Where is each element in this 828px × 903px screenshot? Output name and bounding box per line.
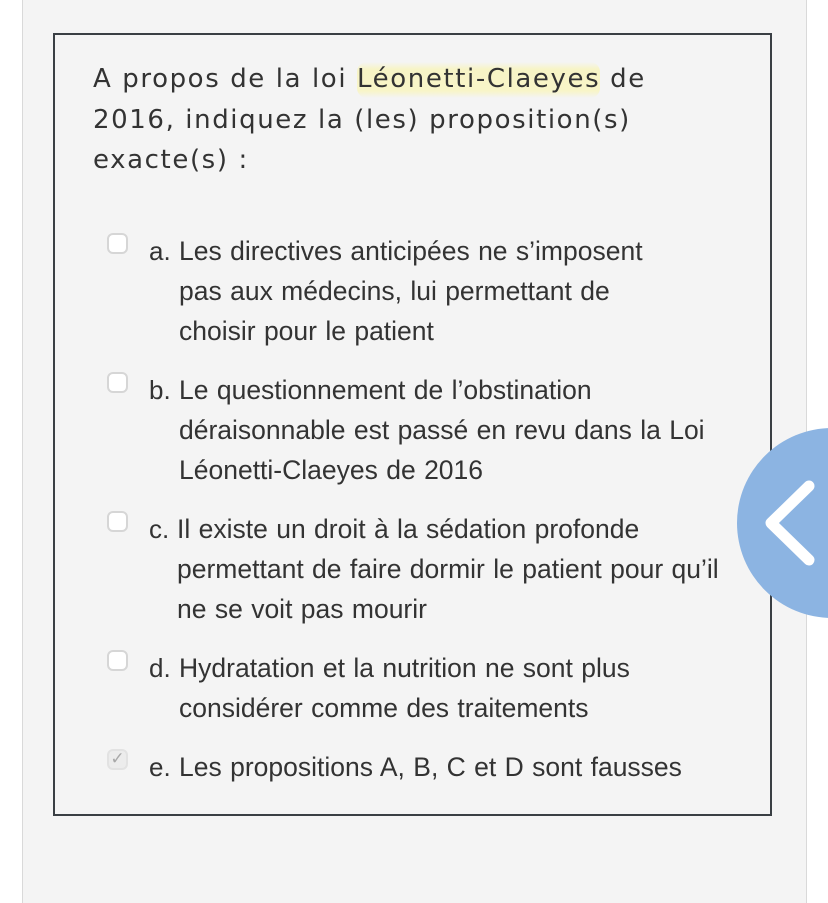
option-c-text: Il existe un droit à la sédation profonde permettant de faire dormir le patient pour qu’il ne se voit pas mourir (177, 514, 719, 624)
highlighted-term: Léonetti-Claeyes (357, 62, 600, 98)
option-b-text: Le questionnement de l’obstination déraisonnable est passé en revu dans la Loi Léonetti-Claeyes de 2016 (179, 375, 705, 485)
option-d-checkbox[interactable] (107, 650, 128, 671)
question-card (53, 33, 772, 816)
option-c[interactable] (107, 509, 767, 629)
option-e-letter: e. (149, 752, 171, 782)
question-prefix: A propos de la loi (93, 64, 358, 94)
option-d-text: Hydratation et la nutrition ne sont plus considérer comme des traitements (179, 653, 630, 723)
option-e[interactable] (107, 747, 767, 787)
option-e-checkbox[interactable] (107, 749, 128, 770)
checkmark-icon: ✓ (110, 749, 125, 769)
option-b-checkbox[interactable] (107, 372, 128, 393)
option-a-letter: a. (149, 236, 171, 266)
option-e-text: Les propositions A, B, C et D sont fausses (179, 752, 682, 782)
option-a[interactable] (107, 231, 767, 351)
option-d[interactable] (107, 648, 767, 728)
option-d-letter: d. (149, 653, 171, 683)
option-a-checkbox[interactable] (107, 233, 128, 254)
question-suffix: de 2016, indiquez la (les) proposition(s) exacte(s) : (93, 64, 646, 175)
option-c-checkbox[interactable] (107, 511, 128, 532)
option-c-letter: c. (149, 514, 170, 544)
option-b[interactable] (107, 370, 767, 490)
question-text (93, 59, 693, 181)
option-a-text: Les directives anticipées ne s’imposent pas aux médecins, lui permettant de choisir pour le patient (179, 236, 643, 346)
chevron-left-icon (761, 478, 821, 568)
answer-options (107, 231, 767, 806)
option-b-letter: b. (149, 375, 171, 405)
